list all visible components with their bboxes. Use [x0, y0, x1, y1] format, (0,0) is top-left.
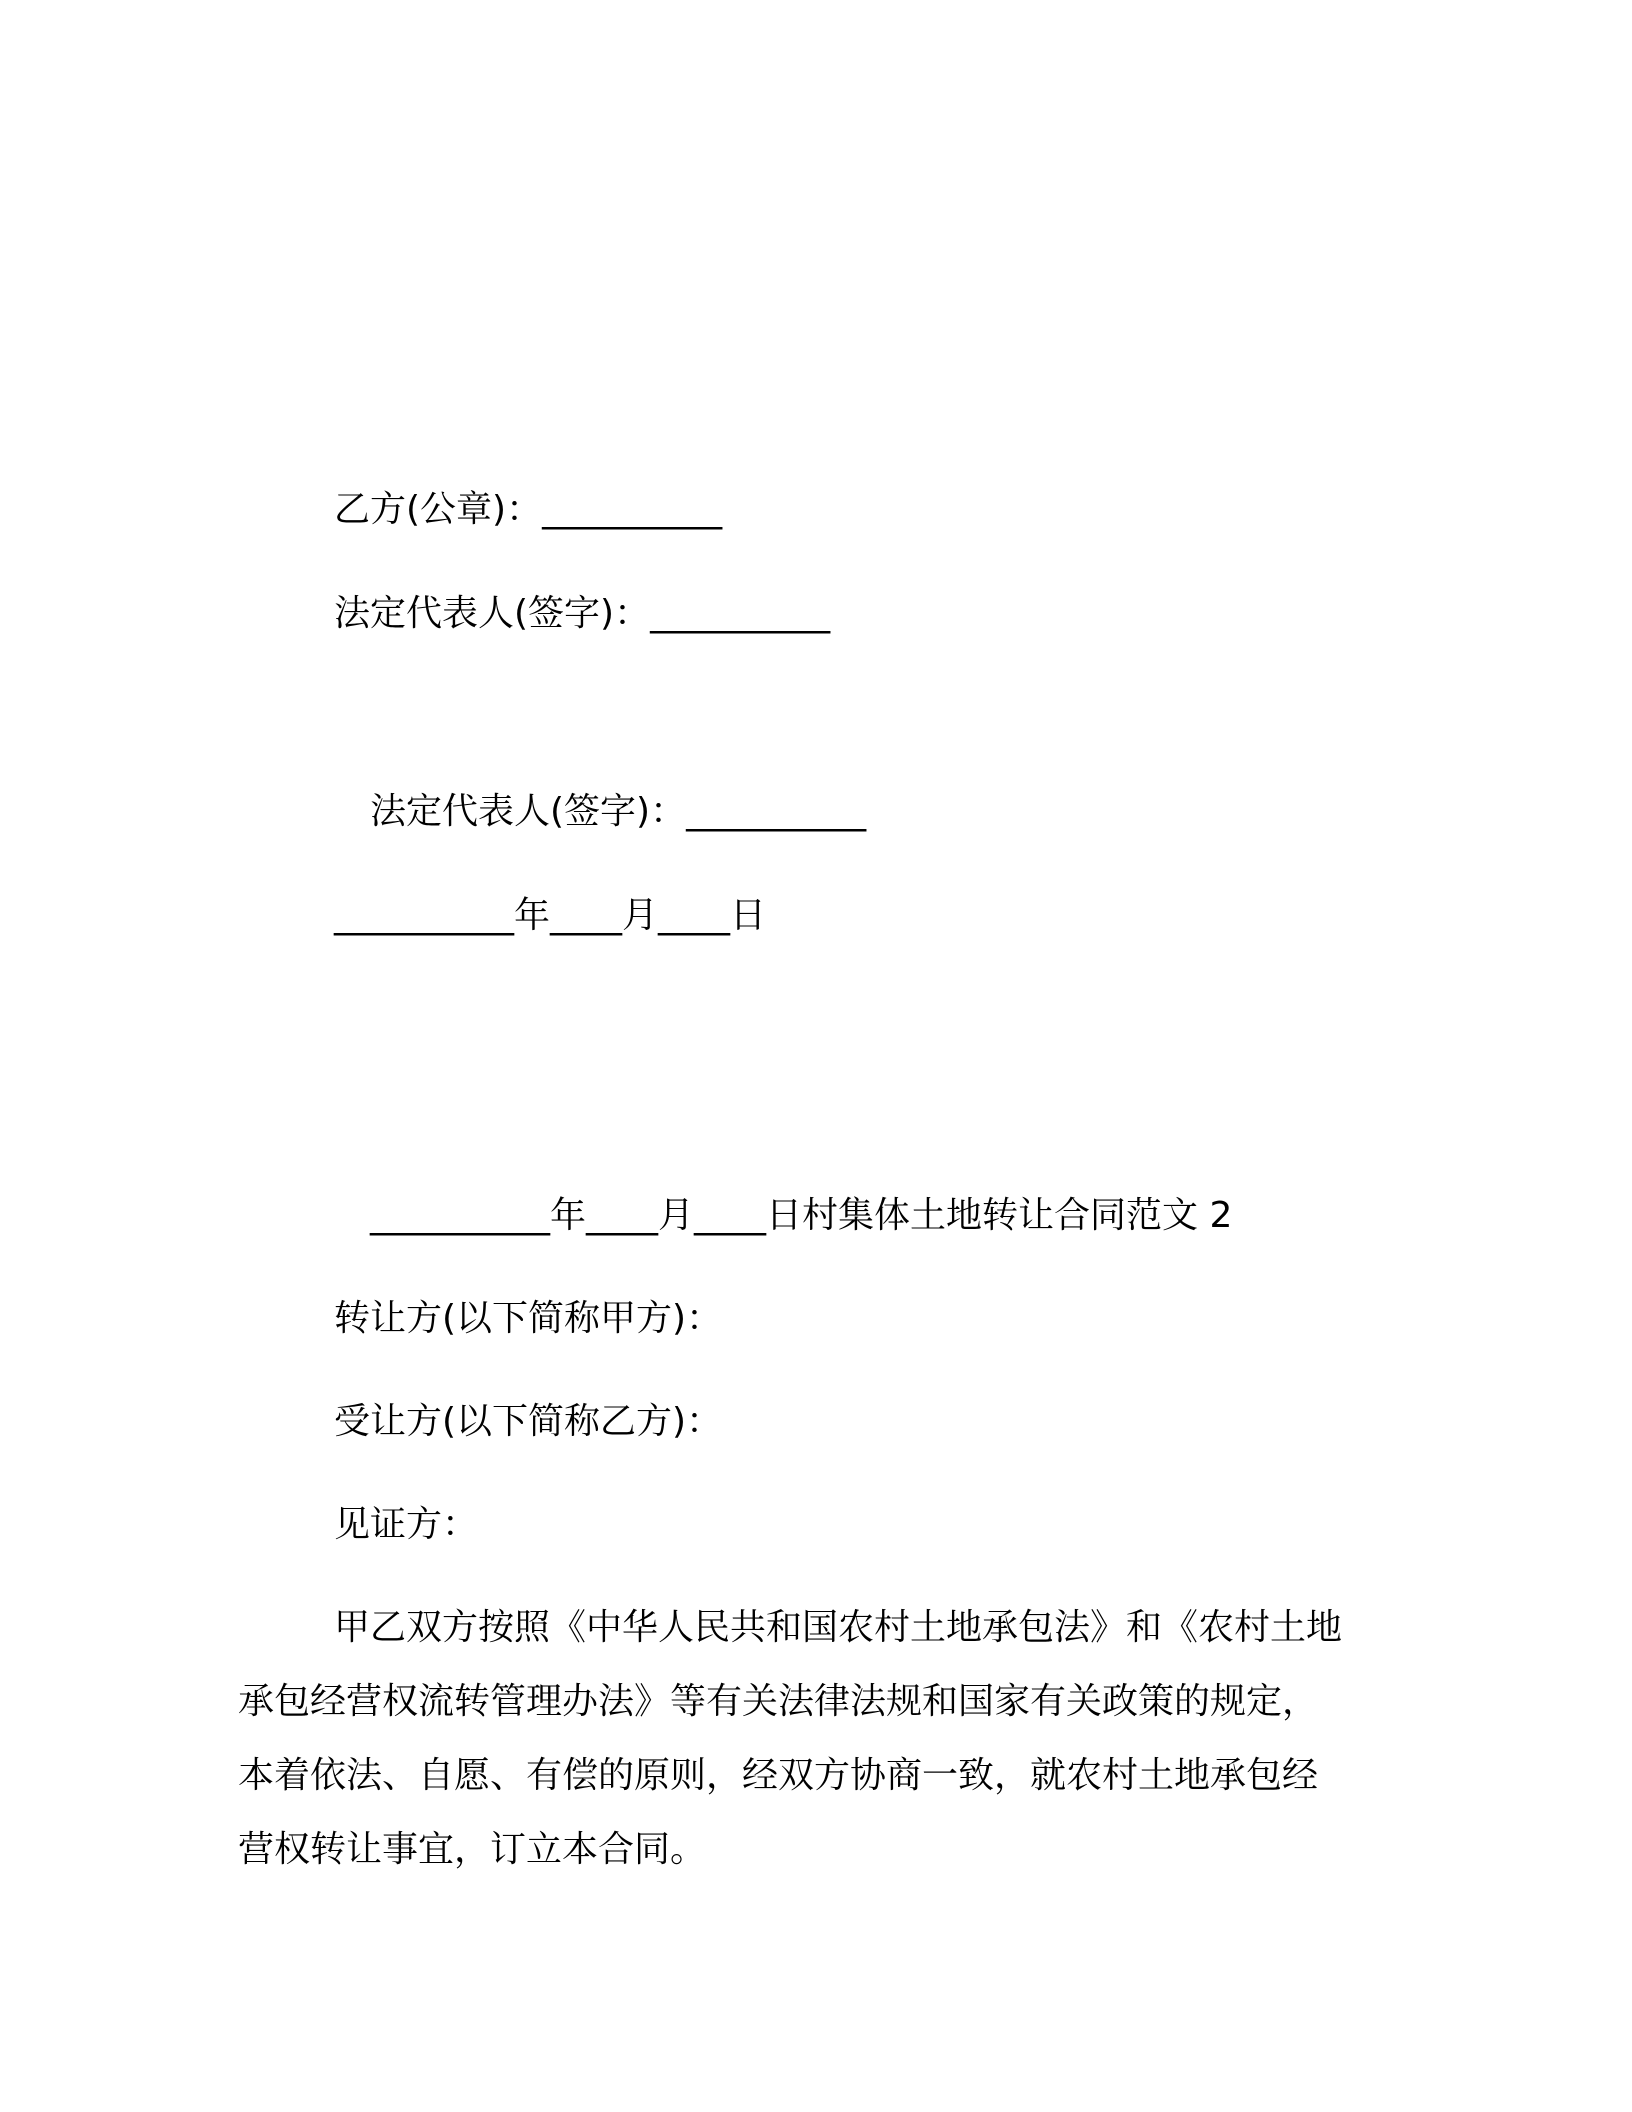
body-paragraph-line-4: 营权转让事宜，订立本合同。 — [238, 1829, 707, 1870]
date-line: __________年____月____日 — [334, 895, 766, 936]
party-b-seal-line: 乙方(公章)：__________ — [334, 489, 723, 530]
legal-representative-signature-line-2: 法定代表人(签字)：__________ — [370, 791, 867, 832]
contract-title-line: __________年____月____日村集体土地转让合同范文 2 — [370, 1195, 1233, 1236]
body-paragraph-line-3: 本着依法、自愿、有偿的原则，经双方协商一致，就农村土地承包经 — [238, 1755, 1319, 1796]
transferor-line: 转让方(以下简称甲方)： — [334, 1298, 723, 1339]
transferee-line: 受让方(以下简称乙方)： — [334, 1401, 723, 1442]
body-paragraph-line-1: 甲乙双方按照《中华人民共和国农村土地承包法》和《农村土地 — [334, 1607, 1343, 1648]
body-paragraph-line-2: 承包经营权流转管理办法》等有关法律法规和国家有关政策的规定， — [238, 1681, 1319, 1722]
witness-line: 见证方： — [334, 1504, 479, 1545]
legal-representative-signature-line: 法定代表人(签字)：__________ — [334, 593, 831, 634]
